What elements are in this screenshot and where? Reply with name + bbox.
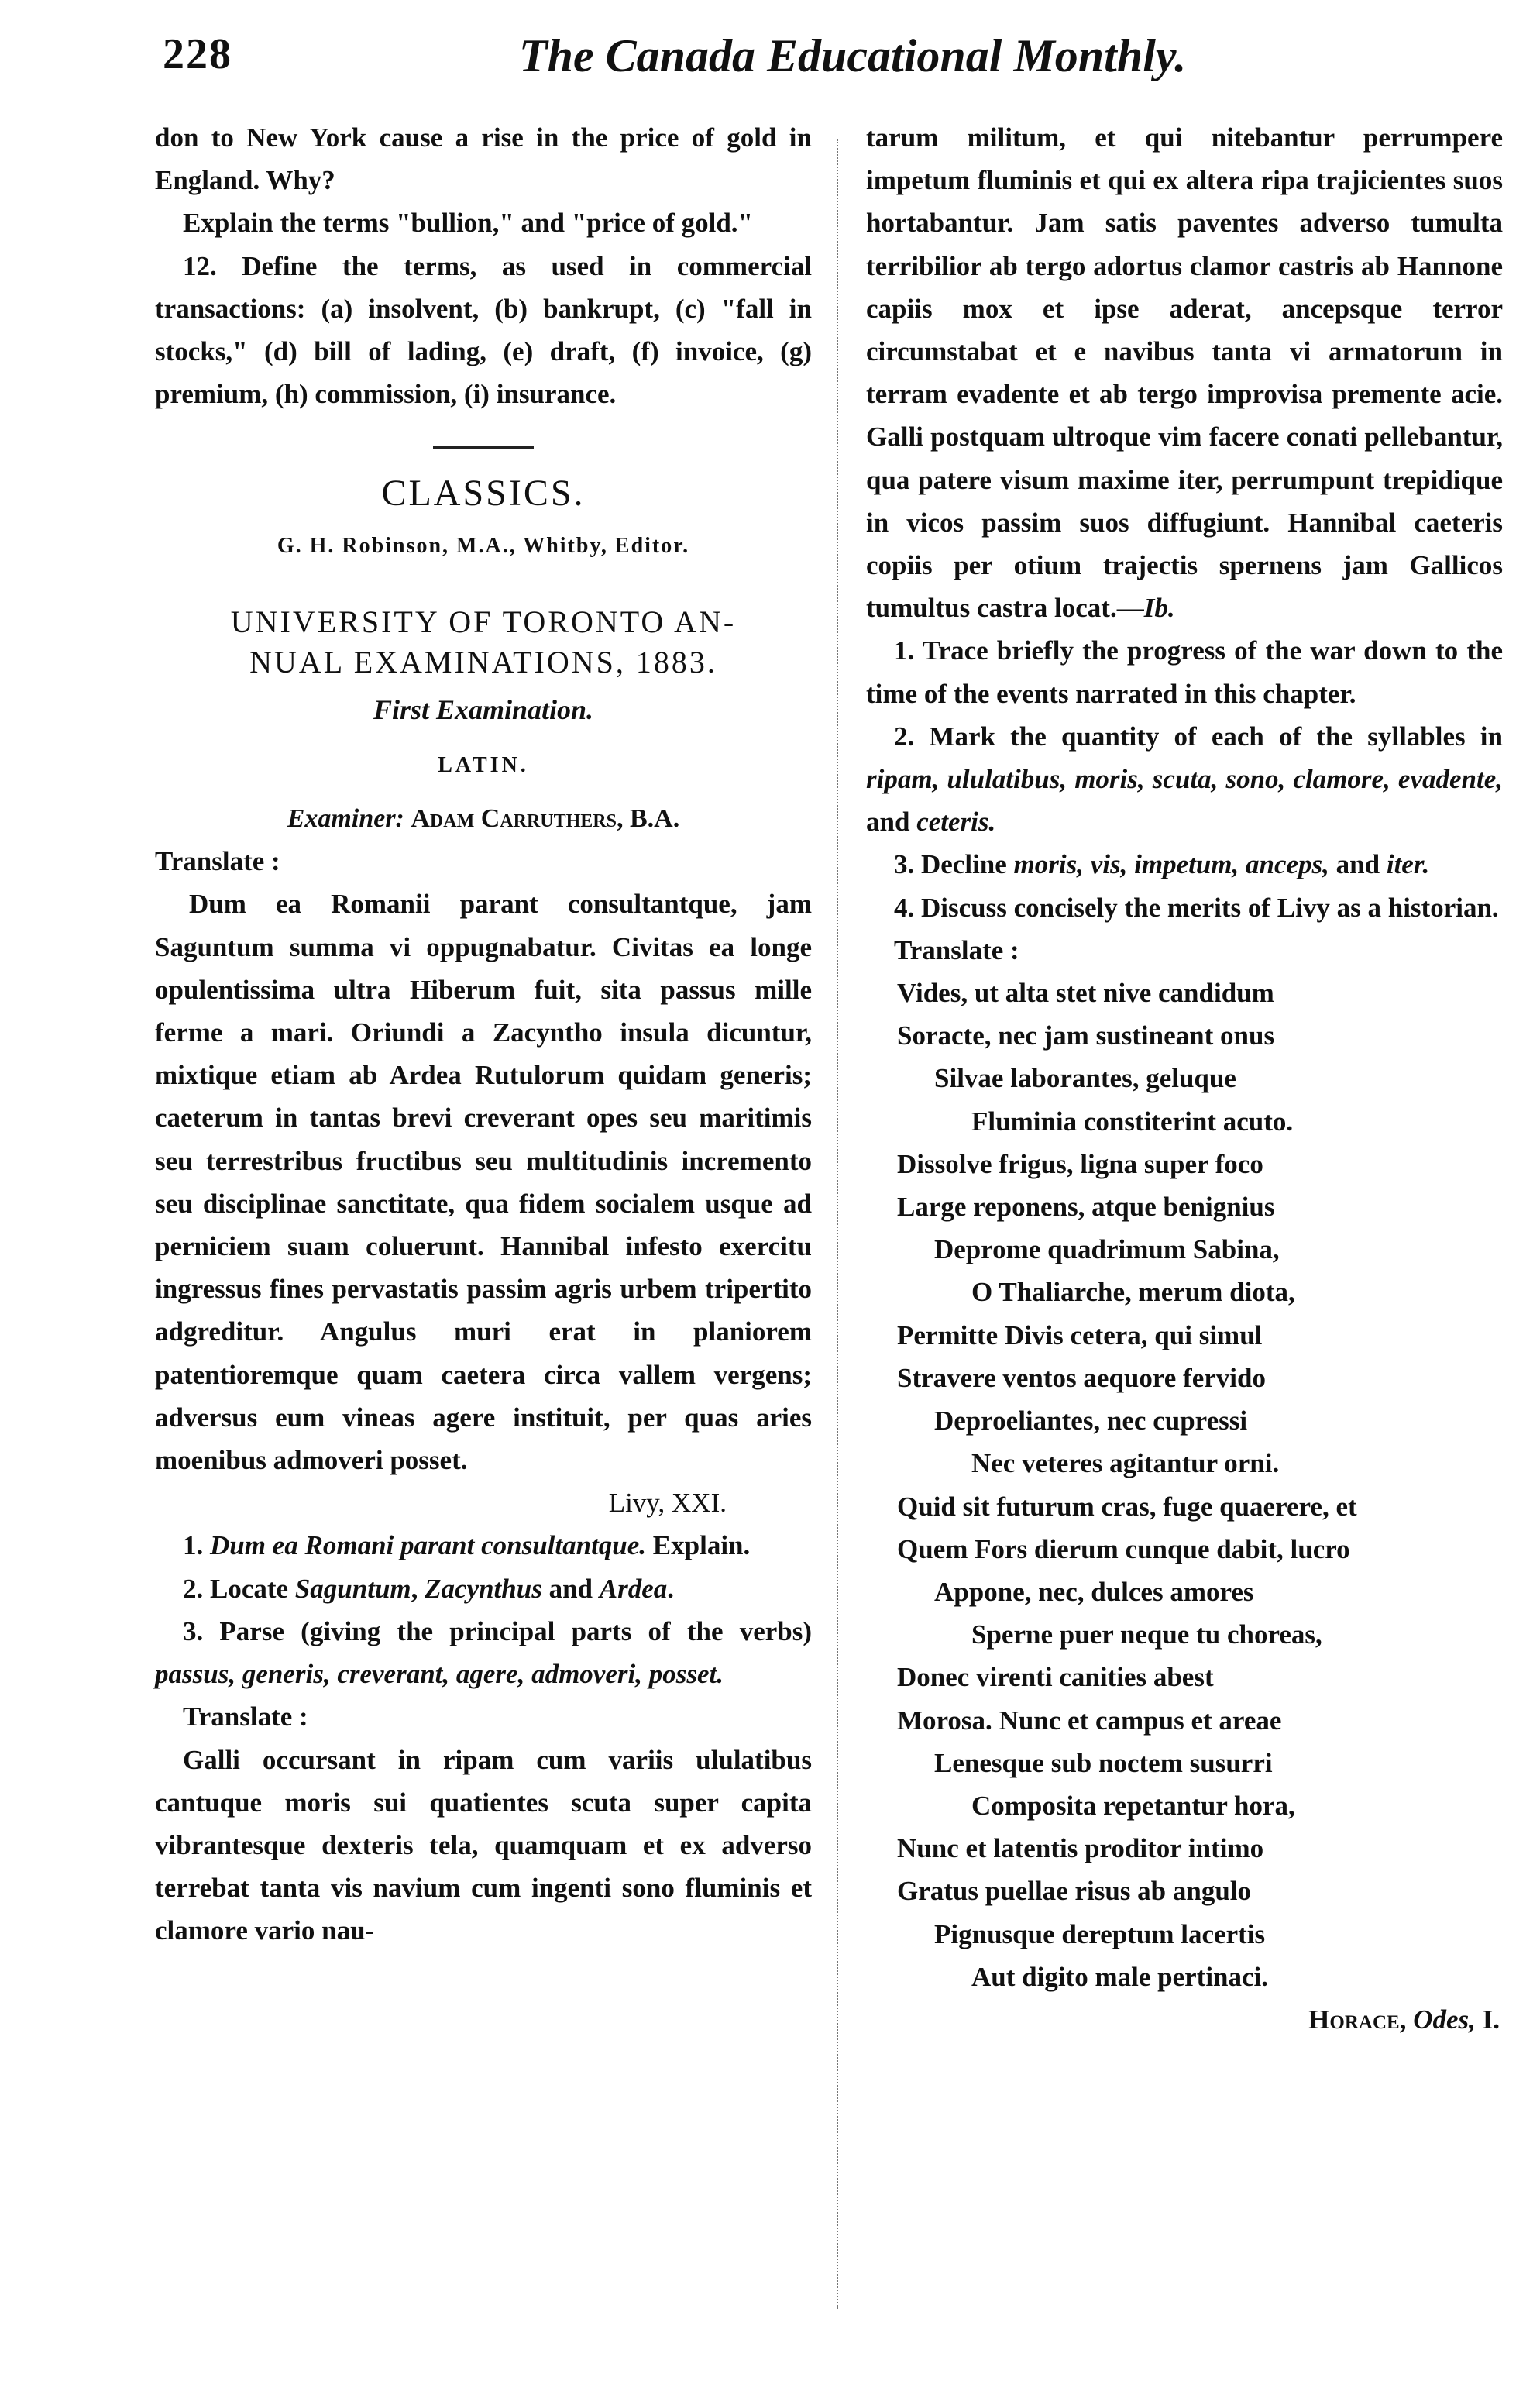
translate-label-3: Translate : [894,934,1019,965]
poem-line: Aut digito male pertinaci. [971,1961,1269,1992]
poem-line: Silvae laborantes, geluque [934,1063,1236,1094]
passage-2-ibid: Ib. [1143,593,1175,624]
question-1 [155,1524,812,1567]
intro-paragraph-1: don to New York cause a rise in the price of gold in England. Why? [155,122,812,196]
right-question-1: 1. Trace briefly the progress of the war down to the time of the events narrated in this chapter. [866,635,1503,709]
exam-title [155,602,812,683]
right-question-3 [866,843,1503,886]
poem-line: Morosa. Nunc et campus et areae [897,1705,1282,1736]
translate-label-1: Translate : [155,846,280,877]
q2-sep: , [411,1573,418,1604]
subject-heading: LATIN. [438,752,529,777]
translate-label-2: Translate : [183,1701,308,1732]
rq2-words: ripam, ululatibus, moris, scuta, sono, clamore, evadente, [866,764,1503,795]
rq2-last: ceteris. [916,807,996,838]
exam-title-line-1: UNIVERSITY OF TORONTO AN- [230,604,737,639]
poem-source-author: Horace, [1308,2004,1407,2035]
question-2 [155,1567,812,1610]
poem-source-work: Odes, [1413,2004,1476,2035]
poem-line: Lenesque sub noctem susurri [934,1747,1273,1778]
q3-words: passus, generis, creverant, agere, admoveri, posset. [155,1659,724,1690]
poem-line: Deprome quadrimum Sabina, [934,1234,1280,1265]
column-divider [837,139,838,2309]
rq3-and: and [1335,849,1380,880]
page-number: 228 [163,30,232,78]
poem-line: Soracte, nec jam sustineant onus [897,1020,1275,1051]
q3-prefix: 3. Parse (giving the principal parts of the verbs) [183,1615,812,1646]
latin-passage-1: Dum ea Romanii parant consultantque, jam Saguntum summa vi oppugnabatur. Civitas ea longe opulentissima ultra Hiberum fuit, sita passus mille ferme a mari. Oriundi a Zacyntho insula dicuntur, mixtique etiam ab Ardea Rutulorum quidam generis; caeterum in tantas brevi creverant opes seu maritimis seu terrestribus fructibus seu multitudinis incremento seu disciplinae sanctitate, qua fidem socialem usque ad perniciem suam coluerunt. Hannibal infesto exercitu ingressus fines pervastatis passim agris urbem tripertito adgreditur. Angulus muri erat in planiorem patentioremque quam caetera circa vallem vergens; adversus eum vineas agere instituit, per quas aries moenibus admoveri posset. [155,889,812,1476]
poem-line: Appone, nec, dulces amores [934,1576,1254,1607]
poem-source [866,1998,1503,2041]
right-column [866,116,1503,2041]
q2-and: and [548,1573,593,1604]
poem-source-book: I. [1482,2004,1500,2035]
poem-line: Sperne puer neque tu choreas, [971,1619,1322,1650]
section-rule [433,446,534,449]
poem-line: Vides, ut alta stet nive candidum [897,978,1274,1009]
right-question-2 [866,715,1503,844]
passage-2-cont-text: tarum militum, et qui nitebantur perrumpere impetum fluminis et qui ex altera ripa trajicientes suos hortabantur. Jam satis paventes adverso tumulta terribilior ab tergo adortus clamor castris ab Hannone capiis mox et ipse aderat, ancepsque terror circumstabat et e navibus tanta vi armatorum in terram evadente et ab tergo improvisa premente acie. Galli postquam ultroque vim facere conati pellebantur, qua patere visum maxime iter, perrumpunt trepidique in vicos passim suos diffugiunt. Hannibal caeteris copiis per otium trajectis spernens jam Gallicos tumultus castra locat.— [866,122,1503,624]
q1-number: 1. [183,1530,204,1561]
poem-line: Donec virenti canities abest [897,1662,1214,1693]
q1-tail: Explain. [652,1530,751,1561]
rq2-prefix: 2. Mark the quantity of each of the syllables in [894,721,1503,752]
poem-line: Large reponens, atque benignius [897,1192,1275,1223]
poem-line: Nec veteres agitantur orni. [971,1448,1280,1479]
poem-line: Nunc et latentis proditor intimo [897,1833,1264,1864]
rq3-prefix: 3. Decline [894,849,1007,880]
exam-title-line-2: NUAL EXAMINATIONS, 1883. [249,644,717,679]
running-head [155,29,1487,84]
poem-line: Gratus puellae risus ab angulo [897,1876,1252,1907]
journal-title: The Canada Educational Monthly. [519,30,1187,81]
poem-line: Dissolve frigus, ligna super foco [897,1148,1263,1179]
latin-passage-2: Galli occursant in ripam cum variis ululatibus cantuque moris sui quatientes scuta super capita vibrantesque dexteris tela, quamquam et ex adverso terrebat tanta vis navium cum ingenti sono fluminis et clamore vario nau- [155,1744,812,1946]
poem-line: Quem Fors dierum cunque dabit, lucro [897,1533,1350,1564]
poem-line: Stravere ventos aequore fervido [897,1362,1266,1393]
passage-1-source: Livy, XXI. [608,1488,727,1519]
exam-subtitle: First Examination. [373,693,594,725]
right-question-4: 4. Discuss concisely the merits of Livy as a historian. [894,892,1499,923]
poem-line: Composita repetantur hora, [971,1790,1295,1821]
editor-line: G. H. Robinson, M.A., Whitby, Editor. [277,534,690,559]
poem-line: Pignusque dereptum lacertis [934,1918,1266,1949]
rq3-last: iter. [1386,849,1430,880]
poem-line: Deproeliantes, nec cupressi [934,1405,1248,1436]
horace-poem [866,972,1503,1998]
left-column [155,116,812,1952]
question-12: 12. Define the terms, as used in commercial transactions: (a) insolvent, (b) bankrupt, (c) "fall in stocks," (d) bill of lading, (e) draft, (f) invoice, (g) premium, (h) commission, (i) insurance. [155,250,812,410]
q2-term-1: Saguntum [294,1573,411,1604]
q2-prefix: 2. Locate [183,1573,289,1604]
question-3 [155,1610,812,1695]
examiner-label: Examiner: [287,804,404,834]
rq2-and: and [866,807,910,838]
latin-passage-2-continued [866,116,1503,629]
q2-end: . [667,1573,675,1604]
poem-line: Permitte Divis cetera, qui simul [897,1319,1263,1350]
section-title: CLASSICS. [381,473,586,514]
examiner-name: Adam Carruthers, B.A. [411,804,680,834]
q2-term-3: Ardea [599,1573,668,1604]
q2-term-2: Zacynthus [425,1573,542,1604]
poem-line: Fluminia constiterint acuto. [971,1106,1294,1137]
poem-line: Quid sit futurum cras, fuge quaerere, et [897,1491,1357,1522]
rq3-words: moris, vis, impetum, anceps, [1013,849,1329,880]
q1-quote: Dum ea Romani parant consultantque. [210,1530,647,1561]
examiner-line [155,797,812,840]
poem-line: O Thaliarche, merum diota, [971,1277,1295,1308]
intro-paragraph-2: Explain the terms "bullion," and "price of gold." [183,208,753,239]
